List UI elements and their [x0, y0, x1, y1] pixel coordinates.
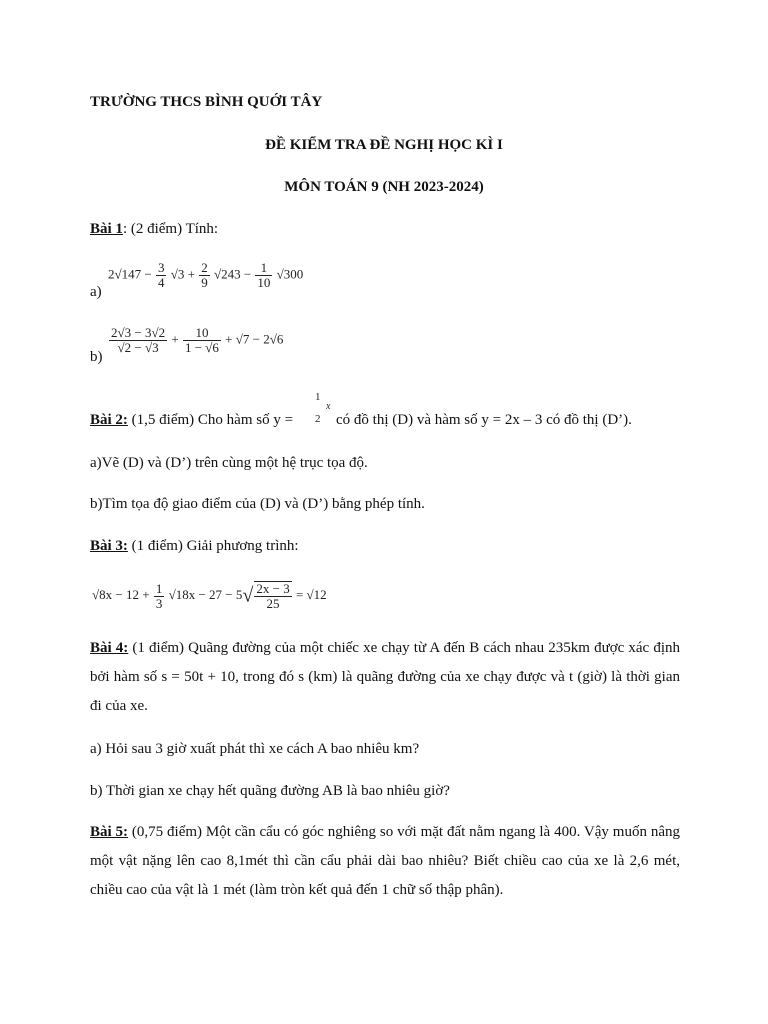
bai2-frac-bottom: 2: [315, 413, 321, 425]
bai2-post: có đồ thị (D) và hàm số y = 2x – 3 có đồ thị (D’).: [336, 412, 632, 428]
bai3-root-frac: $\frac{2x - 3}{25}$: [256, 581, 290, 611]
bai1-label: Bài 1: [90, 221, 123, 237]
bai3-text: (1 điểm) Giải phương trình:: [127, 538, 299, 554]
bai1-a-term3: √243 −: [213, 266, 252, 282]
bai4-part-a: a) Hỏi sau 3 giờ xuất phát thì xe cách A bao nhiêu km?: [90, 741, 420, 757]
bai4-part-b: b) Thời gian xe chạy hết quãng đường AB là bao nhiêu giờ?: [90, 783, 450, 799]
bai1-a-label: a): [90, 284, 102, 300]
bai2-part-a: a)Vẽ (D) và (D’) trên cùng một hệ trục tọa độ.: [90, 455, 368, 471]
bai1-b-expression: [108, 326, 283, 355]
bai1-a-term2: √3 +: [170, 266, 195, 282]
bai2-part-b: b)Tìm tọa độ giao điểm của (D) và (D’) bằng phép tính.: [90, 496, 425, 512]
bai1-b-label: b): [90, 349, 103, 365]
bai1-a-expression: [108, 261, 303, 290]
bai2-var: x: [326, 401, 331, 412]
bai1-text: : (2 điểm) Tính:: [122, 221, 219, 237]
bai1-a-term1: 2√147 −: [108, 266, 152, 282]
bai1-heading: [90, 221, 218, 238]
bai3-equation: √8x − 12 + $\frac{1}{3}$ √18x − 27 − 5√ $\frac{2x - 3}{25}$ = √12: [92, 580, 327, 611]
bai3-label: Bài 3:: [90, 538, 128, 554]
bai2-heading: [90, 412, 293, 429]
bai4-text: (1 điểm) Quãng đường của một chiếc xe chạy từ A đến B cách nhau 235km được xác định bởi hàm số s = 50t + 10, trong đó s (km) là quãng đường của xe chạy được và t (giờ) là thời gian đi của xe.: [90, 640, 681, 714]
bai1-a-frac2: $\frac{2}{9}$: [201, 260, 208, 290]
bai1-b-frac1: $\frac{2√3 - 3√2}{√2 - √3}$: [111, 325, 166, 355]
bai4-paragraph: [90, 634, 680, 721]
bai1-b-frac2: $\frac{10}{1 - √6}$: [184, 325, 219, 355]
bai2-label: Bài 2:: [90, 412, 128, 428]
bai1-b-term3: √7 − 2√6: [235, 331, 284, 347]
bai2-frac-top: 1: [315, 391, 321, 403]
school-name: TRƯỜNG THCS BÌNH QUỚI TÂY: [90, 94, 323, 110]
bai5-paragraph: [90, 818, 680, 905]
bai1-b-plus2: +: [225, 331, 233, 347]
bai3-heading: [90, 538, 299, 555]
bai2-pre: (1,5 điểm) Cho hàm số y =: [127, 412, 294, 428]
bai3-frac: $\frac{1}{3}$: [155, 580, 163, 611]
bai1-a-frac3: $\frac{1}{10}$: [257, 260, 271, 290]
bai3-term3: = √12: [295, 586, 327, 602]
bai1-a-frac1: $\frac{3}{4}$: [157, 260, 165, 290]
bai1-b-plus1: +: [171, 331, 179, 347]
subject-title: MÔN TOÁN 9 (NH 2023-2024): [284, 179, 484, 195]
bai1-a-term4: √300: [276, 266, 304, 282]
bai5-text: (0,75 điểm) Một cần cẩu có góc nghiêng so với mặt đất nằm ngang là 400. Vậy muốn nâng một vật nặng lên cao 8,1mét thì cần cẩu phải dài bao nhiêu? Biết chiều cao của xe là 2,6 mét, chiều cao của vật là 1 mét (làm tròn kết quả đến 1 chữ số thập phân).: [90, 824, 680, 898]
exam-title: ĐỀ KIỂM TRA ĐỀ NGHỊ HỌC KÌ I: [265, 137, 503, 153]
bai3-term2: √18x − 27 − 5: [168, 586, 243, 602]
bai4-label: Bài 4:: [90, 640, 129, 656]
bai3-term1: √8x − 12 +: [92, 586, 150, 602]
bai5-label: Bài 5:: [90, 824, 129, 840]
